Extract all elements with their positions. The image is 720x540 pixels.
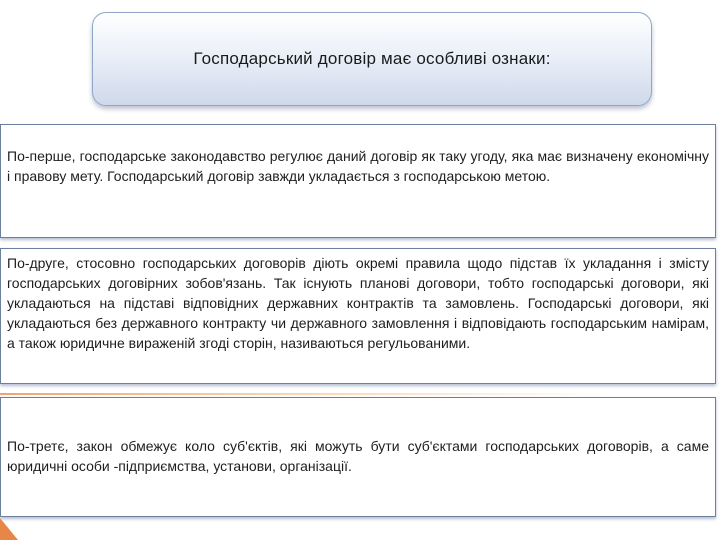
title-box: [92, 12, 652, 106]
feature-second-box: [0, 248, 716, 384]
feature-second-text: По-друге, стосовно господарських договорів діють окремі правила щодо підстав їх укладання і змісту господарських договірних зобов'язань. Так існують планові договори, тобто господарські договори, які укладаються на підставі відповідних державних контрактів та замовлень. Господарські договори, які укладаються без державного контракту чи державного замовлення і відповідають господарським намірам, а також юридичне вираженій згоді сторін, називаються регульованими.: [7, 255, 709, 351]
feature-first-text: По-перше, господарське законодавство регулює даний договір як таку угоду, яка має визначену економічну і правову мету. Господарський договір завжди укладається з господарською метою.: [7, 148, 709, 184]
feature-first-box: [0, 124, 716, 238]
decorative-accent-line: [0, 393, 610, 395]
slide-title: Господарський договір має особливі ознаки:: [193, 49, 551, 68]
feature-third-text: По-третє, закон обмежує коло суб'єктів, які можуть бути суб'єктами господарських договорів, а саме юридичні особи -підприємства, установи, організації.: [7, 438, 709, 474]
feature-third-box: [0, 397, 716, 517]
decorative-corner-triangle: [0, 518, 18, 540]
